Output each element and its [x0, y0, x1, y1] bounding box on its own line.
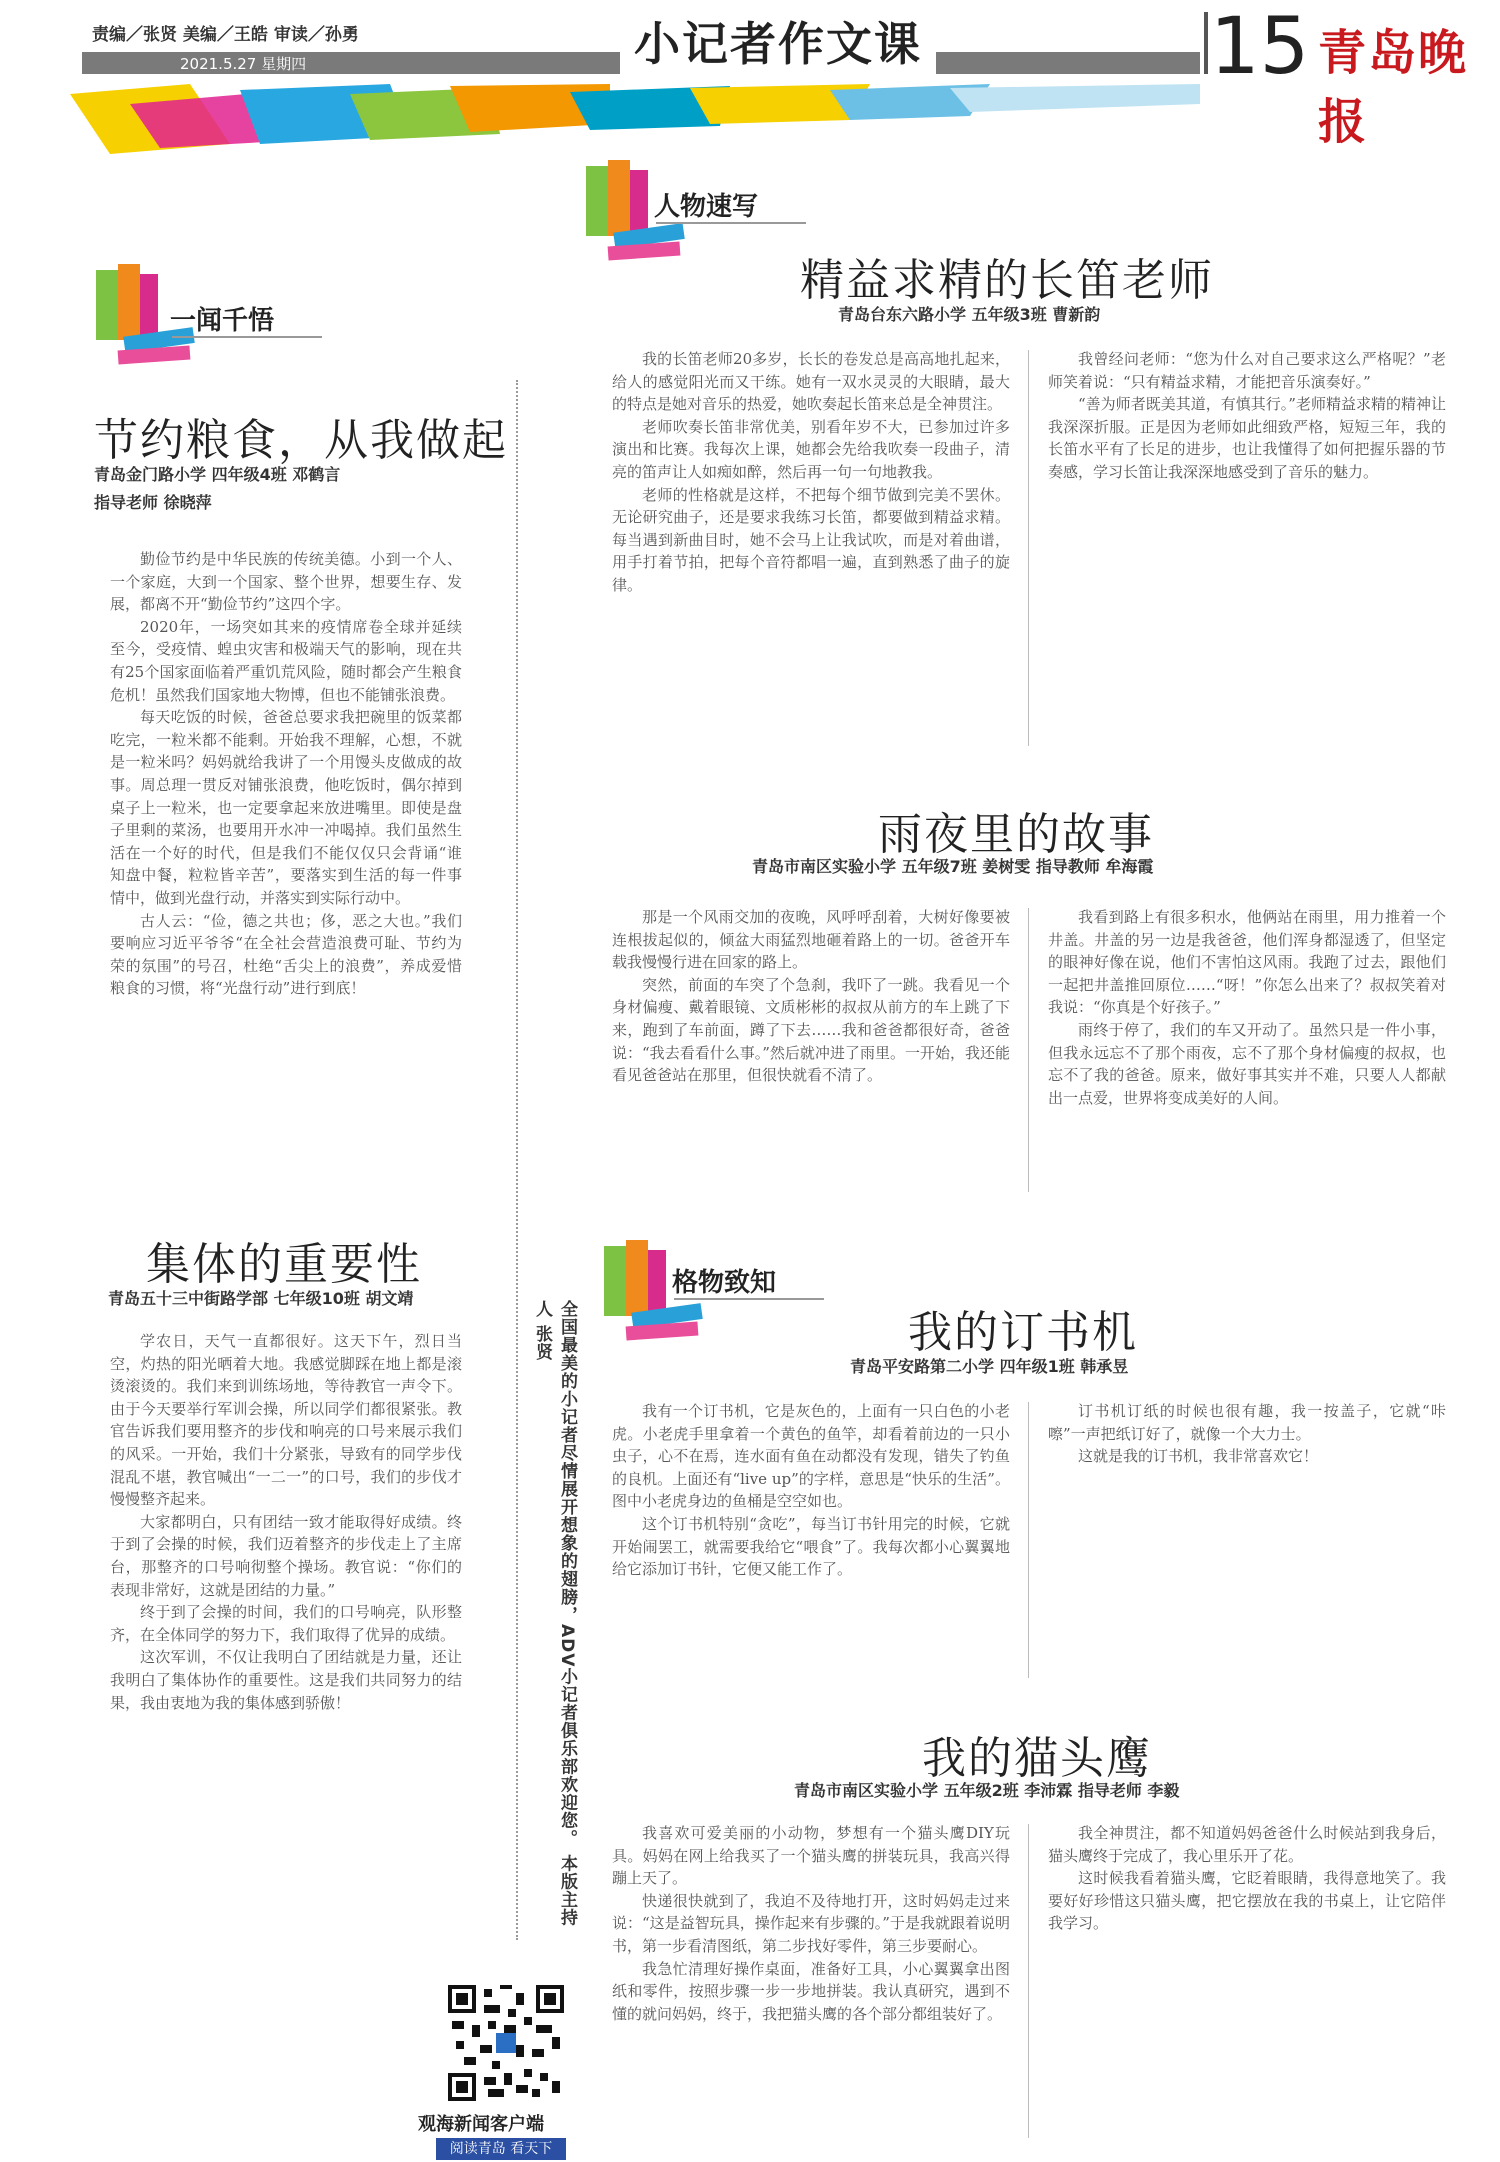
article-title: 我的订书机 [908, 1307, 1138, 1358]
article-paragraph: 订书机订纸的时候也很有趣，我一按盖子，它就“咔嚓”一声把纸订好了，就像一个大力士。 [1048, 1402, 1446, 1443]
column-rule [1028, 908, 1029, 1192]
column-rule [1028, 350, 1029, 746]
section-gewu [596, 1236, 836, 1346]
article-body [110, 1330, 462, 1950]
column-rule [1028, 1824, 1029, 2138]
article-title: 节约粮食，从我做起 [94, 415, 508, 466]
article-paragraph: 这次军训，不仅让我明白了团结就是力量，还让我明白了集体协作的重要性。这是我们共同努力的结果，我由衷地为我的集体感到骄傲！ [110, 1648, 462, 1712]
article-title: 精益求精的长笛老师 [800, 255, 1214, 306]
article-byline: 青岛市南区实验小学 五年级7班 姜树雯 指导教师 牟海霞 [752, 857, 1154, 876]
article-paragraph: 我喜欢可爱美丽的小动物，梦想有一个猫头鹰DIY玩具。妈妈在网上给我买了一个猫头鹰的拼装玩具，我高兴得蹦上天了。 [612, 1824, 1010, 1888]
article-paragraph: 那是一个风雨交加的夜晚，风呼呼刮着，大树好像要被连根拔起似的，倾盆大雨猛烈地砸着路上的一切。爸爸开车载我慢慢行进在回家的路上。 [612, 908, 1010, 972]
article-byline: 青岛市南区实验小学 五年级2班 李沛霖 指导老师 李毅 [794, 1781, 1180, 1800]
editor-credits: 责编／张贤 美编／王皓 审读／孙勇 [92, 25, 359, 45]
article-paragraph: 这个订书机特别“贪吃”，每当订书针用完的时候，它就开始闹罢工，就需要我给它“喂食”了。我每次都小心翼翼地给它添加订书针，它便又能工作了。 [612, 1514, 1010, 1579]
article-body-col1 [612, 1400, 1010, 1680]
article-paragraph: 学农日，天气一直都很好。这天下午，烈日当空，灼热的阳光晒着大地。我感觉脚踩在地上都是滚烫滚烫的。我们来到训练场地，等待教官一声令下。由于今天要举行军训会操，所以同学们都很紧张。教官告诉我们要用整齐的步伐和响亮的口号来展示我们的风采。一开始，我们十分紧张，导致有的同学步伐混乱不堪，教官喊出“一二一”的口号，我们的步伐才慢慢整齐起来。 [110, 1332, 462, 1509]
article-body-col2 [1048, 1400, 1446, 1680]
qr-caption: 观海新闻客户端 [418, 2114, 544, 2135]
article-paragraph: 每天吃饭的时候，爸爸总要求我把碗里的饭菜都吃完，一粒米都不能剩。开始我不理解，心想，不就是一粒米吗？妈妈就给我讲了一个用馒头皮做成的故事。周总理一贯反对铺张浪费，他吃饭时，偶尔掉到桌子上一粒米，也一定要拿起来放进嘴里。即使是盘子里剩的菜汤，也要用开水冲一冲喝掉。我们虽然生活在一个好的时代，但是我们不能仅仅只会背诵“谁知盘中餐，粒粒皆辛苦”，要落实到生活的每一件事情中，做到光盘行动，并落实到实际行动中。 [110, 708, 462, 907]
article-byline: 青岛五十三中街路学部 七年级10班 胡文靖 [108, 1289, 414, 1308]
qr-code[interactable] [448, 1985, 564, 2101]
article-paragraph: 这时候我看着猫头鹰，它眨着眼睛，我得意地笑了。我要好好珍惜这只猫头鹰，把它摆放在我的书桌上，让它陪伴我学习。 [1048, 1869, 1446, 1933]
section-label: 人物速写 [654, 192, 759, 222]
page-number: 15 [1210, 2, 1310, 92]
article-paragraph: 终于到了会操的时间，我们的口号响亮，队形整齐，在全体同学的努力下，我们取得了优异的成绩。 [110, 1603, 462, 1644]
issue-date: 2021.5.27 星期四 [180, 55, 307, 73]
article-byline: 青岛金门路小学 四年级4班 邓鹤言 [94, 465, 341, 484]
article-paragraph: 老师吹奏长笛非常优美，别看年岁不大，已参加过许多演出和比赛。我每次上课，她都会先给我吹奏一段曲子，清亮的笛声让人如痴如醉，然后再一句一句地教我。 [612, 417, 1010, 481]
article-body-col2 [1048, 1822, 1446, 2142]
section-underline [172, 336, 322, 338]
article-paragraph: “善为师者既美其道，有慎其行。”老师精益求精的精神让我深深折服。正是因为老师如此细致严格，短短三年，我的长笛水平有了长足的进步，也让我懂得了如何把握乐器的节奏感，学习长笛让我深深地感受到了音乐的魅力。 [1048, 395, 1446, 481]
article-paragraph: 大家都明白，只有团结一致才能取得好成绩。终于到了会操的时候，我们迈着整齐的步伐走上了主席台，那整齐的口号响彻整个操场。教官说：“你们的表现非常好，这就是团结的力量。” [110, 1512, 462, 1599]
article-paragraph: 老师的性格就是这样，不把每个细节做到完美不罢休。无论研究曲子，还是要求我练习长笛，都要做到精益求精。每当遇到新曲目时，她不会马上让我试吹，而是对着曲谱，用手打着节拍，把每个音符都唱一遍，直到熟悉了曲子的旋律。 [612, 485, 1010, 594]
article-body-col1 [612, 1822, 1010, 2142]
section-underline [674, 1298, 824, 1300]
article-paragraph: 勤俭节约是中华民族的传统美德。小到一个人、一个家庭，大到一个国家、整个世界，想要生存、发展，都离不开“勤俭节约”这四个字。 [110, 550, 462, 614]
article-paragraph: 突然，前面的车突了个急刹，我吓了一跳。我看见一个身材偏瘦、戴着眼镜、文质彬彬的叔叔从前方的车上跳了下来，跑到了车前面，蹲了下去……我和爸爸都很好奇，爸爸说：“我去看看什么事。”然后就冲进了雨里。一开始，我还能看见爸爸站在那里，但很快就看不清了。 [612, 975, 1010, 1085]
article-body-col2 [1048, 906, 1446, 1196]
article-paragraph: 我急忙清理好操作桌面，准备好工具，小心翼翼拿出图纸和零件，按照步骤一步一步地拼装。我认真研究，遇到不懂的就问妈妈，终于，我把猫头鹰的各个部分都组装好了。 [612, 1959, 1010, 2023]
page-number-divider [1204, 12, 1208, 74]
column-rule [1028, 1402, 1029, 1678]
article-body-col1 [612, 348, 1010, 748]
article-byline: 青岛平安路第二小学 四年级1班 韩承昱 [850, 1357, 1129, 1376]
host-note: 全国最美的小记者尽情展开想象的翅膀，ADV小记者俱乐部欢迎您。 本版主持人 张贤 [532, 1300, 577, 1927]
section-renwu [578, 156, 818, 266]
article-paragraph: 我曾经问老师：“您为什么对自己要求这么严格呢？”老师笑着说：“只有精益求精，才能把音乐演奏好。” [1048, 350, 1446, 391]
column-divider [516, 380, 518, 1940]
article-paragraph: 这就是我的订书机，我非常喜欢它！ [1078, 1447, 1319, 1466]
article-paragraph: 古人云：“俭，德之共也；侈，恶之大也。”我们要响应习近平爷爷“在全社会营造浪费可耻、节约为荣的氛围”的号召，杜绝“舌尖上的浪费”，养成爱惜粮食的习惯，将“光盘行动”进行到底！ [110, 911, 462, 998]
article-paragraph: 我全神贯注，都不知道妈妈爸爸什么时候站到我身后，猫头鹰终于完成了，我心里乐开了花。 [1048, 1824, 1446, 1865]
article-byline: 青岛台东六路小学 五年级3班 曹新韵 [838, 305, 1101, 324]
article-title: 我的猫头鹰 [922, 1733, 1152, 1784]
article-paragraph: 我有一个订书机，它是灰色的，上面有一只白色的小老虎。小老虎手里拿着一个黄色的鱼竿，却看着前边的一只小虫子，心不在焉，连水面有鱼在动都没有发现，错失了钓鱼的良机。上面还有“live up”的字样，意思是“快乐的生活”。图中小老虎身边的鱼桶是空空如也。 [612, 1402, 1010, 1511]
paint-stroke-banner [70, 84, 1200, 154]
section-underline [656, 222, 806, 224]
newspaper-logo: 青岛晚报 [1318, 25, 1469, 150]
article-title: 雨夜里的故事 [878, 809, 1154, 860]
article-paragraph: 雨终于停了，我们的车又开动了。虽然只是一件小事，但我永远忘不了那个雨夜，忘不了那个身材偏瘦的叔叔，也忘不了我的爸爸。原来，做好事其实并不难，只要人人都献出一点爱，世界将变成美好的人间。 [1048, 1020, 1446, 1107]
article-body-col1 [612, 906, 1010, 1196]
article-paragraph: 我的长笛老师20多岁，长长的卷发总是高高地扎起来，给人的感觉阳光而又干练。她有一双水灵灵的大眼睛，最大的特点是她对音乐的热爱，她吹奏起长笛来总是全神贯注。 [612, 350, 1010, 414]
article-body [110, 548, 462, 1168]
section-label: 格物致知 [672, 1268, 777, 1298]
section-yiwen [88, 260, 328, 370]
article-paragraph: 2020年，一场突如其来的疫情席卷全球并延续至今，受疫情、蝗虫灾害和极端天气的影响，现在共有25个国家面临着严重饥荒风险，随时都会产生粮食危机！虽然我们国家地大物博，但也不能铺张浪费。 [110, 617, 462, 704]
article-paragraph: 快递很快就到了，我迫不及待地打开，这时妈妈走过来说：“这是益智玩具，操作起来有步骤的。”于是我就跟着说明书，第一步看清图纸，第二步找好零件，第三步要耐心。 [612, 1891, 1010, 1955]
qr-badge: 阅读青岛 看天下 [436, 2138, 566, 2160]
article-title: 集体的重要性 [146, 1239, 422, 1290]
section-label: 一闻千悟 [170, 306, 275, 336]
article-teacher: 指导老师 徐晓萍 [94, 493, 212, 512]
article-body-col2 [1048, 348, 1446, 748]
column-title: 小记者作文课 [620, 8, 936, 74]
article-paragraph: 我看到路上有很多积水，他俩站在雨里，用力推着一个井盖。井盖的另一边是我爸爸，他们浑身都湿透了，但坚定的眼神好像在说，他们不害怕这风雨。我跑了过去，跟他们一起把井盖推回原位……“呀！”你怎么出来了？叔叔笑着对我说：“你真是个好孩子。” [1048, 908, 1446, 1017]
